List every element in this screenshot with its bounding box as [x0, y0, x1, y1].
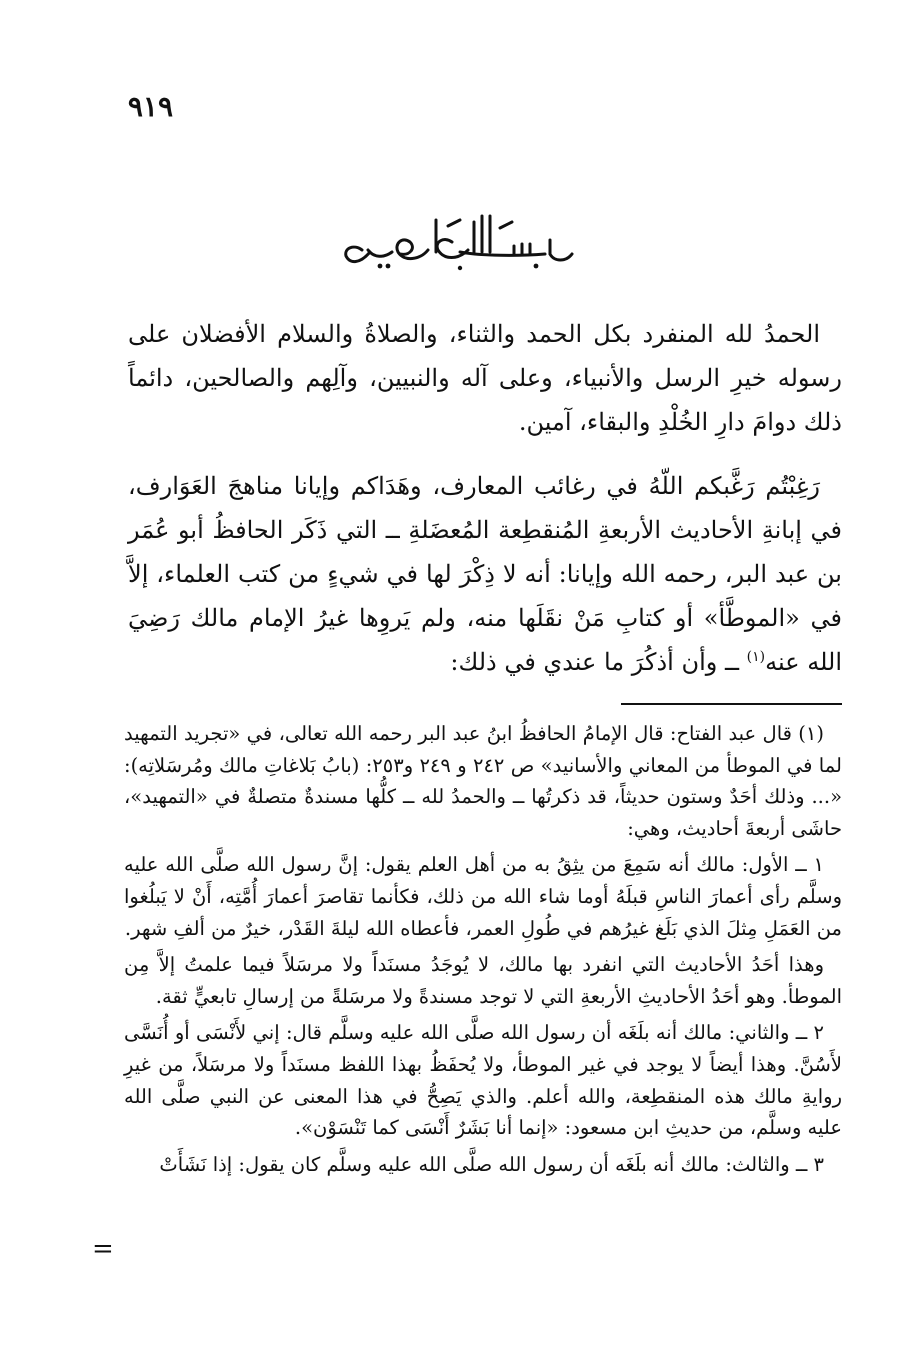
footnotes-section	[124, 718, 842, 1185]
footnote-reference: (١)	[746, 649, 766, 665]
basmala-calligraphy	[340, 202, 580, 280]
footnote-continuation-mark: =	[92, 1234, 114, 1264]
footnote-separator	[621, 703, 842, 705]
footnote-hadith-3: ٣ ــ والثالث: مالك أنه بلَغَه أن رسول الله صلَّى الله عليه وسلَّم كان يقول: إذا نَشَأَتْ	[159, 1152, 824, 1176]
main-paragraph-ending: ــ وأن أذكُرَ ما عندي في ذلك:	[450, 648, 740, 676]
footnote-hadith-1: ١ ــ الأول: مالك أنه سَمِعَ من يثِقُ به من أهل العلم يقول: إنَّ رسول الله صلَّى الله عليه وسلَّم رأى أعمارَ الناسِ قبلَهُ أوما شاء الله من ذلك، فكأنما تقاصرَ أعمارَ أُمَّتِه، أَنْ لا يَبلُغوا من العَمَلِ مِثلَ الذي بَلَغ غيرُهم في طُولِ العمر، فأعطاه الله ليلةَ القَدْر، خيرٌ من ألفِ شهر.	[124, 853, 842, 940]
footnote-hadith-1-comment: وهذا أحَدُ الأحاديث التي انفرد بها مالك، لا يُوجَدُ مسنَداً ولا مرسَلاً فيما علمتُ إلاَّ مِن الموطأ. وهو أحَدُ الأحاديثِ الأربعةِ التي لا توجد مسندةً ولا مرسَلةً من إرسالِ تابعيٍّ ثقة.	[124, 953, 842, 1008]
main-paragraph-text: رَغِبْتُم رَغَّبكم اللّهُ في رغائب المعارف، وهَدَاكم وإيانا مناهجَ العَوَارف، في إبانةِ الأحاديث الأربعةِ المُنقطِعة المُعضَلةِ ــ التي ذَكَر الحافظُ أبو عُمَر بن عبد البر، رحمه الله وإيانا: أنه لا ذِكْرَ لها في شيءٍ من كتب العلماء، إلاَّ في «الموطَّأ» أو كتابِ مَنْ نقَلَها منه، ولم يَروِها غيرُ الإمام مالك رَضِيَ الله عنه	[128, 472, 843, 676]
footnote-hadith-2: ٢ ــ والثاني: مالك أنه بلَغَه أن رسول الله صلَّى الله عليه وسلَّم قال: إني لأَنْسَى أو أُنَسَّى لأَسُنَّ. وهذا أيضاً لا يوجد في غير الموطأ، ولا يُحفَظُ بهذا اللفظ مسنَداً ولا مرسَلاً، من غيرِ روايةِ مالك هذه المنقطِعة، والله أعلم. والذي يَصِحُّ في هذا المعنى عن النبي صلَّى الله عليه وسلَّم، من حديثِ ابن مسعود: «إنما أنا بَشَرٌ أَنْسَى كما تَنْسَوْن».	[124, 1021, 842, 1140]
main-paragraph	[128, 464, 842, 684]
footnote-intro: (١) قال عبد الفتاح: قال الإمامُ الحافظُ ابنُ عبد البر رحمه الله تعالى، في «تجريد التمهيد لما في الموطأ من المعاني والأسانيد» ص ٢٤٢ و ٢٤٩ و٢٥٣: (بابُ بَلاغاتِ مالك ومُرسَلاتِه): «... وذلك أحَدٌ وستون حديثاً، قد ذكرتُها ــ والحمدُ لله ــ كلُّها مسندةٌ متصلةٌ في «التمهيد»، حاشَى أربعةَ أحاديث، وهي:	[124, 722, 842, 840]
intro-paragraph: الحمدُ لله المنفرد بكل الحمد والثناء، والصلاةُ والسلام الأفضلان على رسوله خيرِ الرسل والأنبياء، وعلى آله والنبيين، وآلِهم والصالحين، دائماً ذلك دوامَ دارِ الخُلْدِ والبقاء، آمين.	[128, 320, 842, 436]
page-number: ٩١٩	[127, 90, 173, 123]
